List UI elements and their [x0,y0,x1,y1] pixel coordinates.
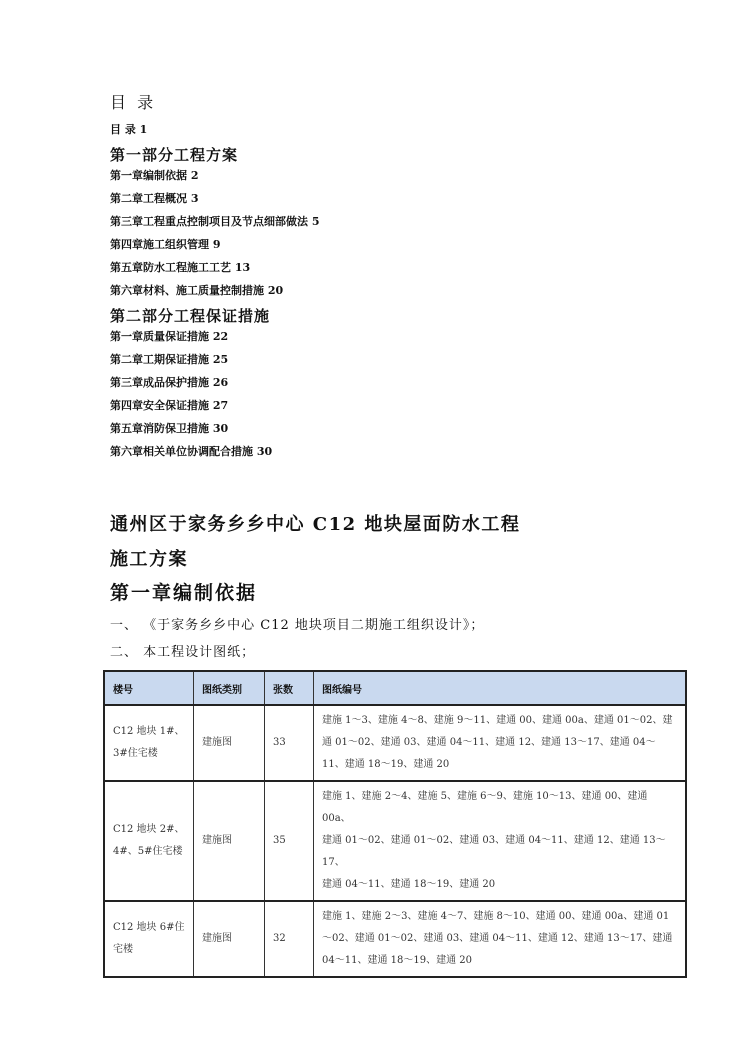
column-header-codes: 图纸编号 [314,671,687,705]
toc-entry[interactable]: 第五章防水工程施工工艺 13 [110,261,251,274]
toc-entry[interactable]: 第一章编制依据 2 [110,169,199,182]
document-subtitle: 施工方案 [110,549,188,570]
toc-entry[interactable]: 第二章工程概况 3 [110,192,199,205]
codes-text: 建施 1～3、建施 4～8、建施 9～11、建通 00、建通 00a、建通 01～02、建通 01～02、建通 03、建通 04～11、建通 12、建通 13～17、建通 04～11、建通 18～19、建通 20 [322,715,673,770]
toc-entry[interactable]: 第一部分工程方案 [110,146,239,164]
toc-entry[interactable]: 第一章质量保证措施 22 [110,330,229,343]
toc-entry[interactable]: 第六章材料、施工质量控制措施 20 [110,284,284,297]
toc-entry[interactable]: 第四章施工组织管理 9 [110,238,221,251]
column-header-building: 楼号 [104,671,194,705]
table-row [104,781,686,901]
toc-title: 目 录 [110,93,157,112]
cell-category: 建施图 [194,901,265,977]
toc-entry[interactable]: 第三章工程重点控制项目及节点细部做法 5 [110,215,320,228]
toc-entry[interactable]: 第二章工期保证措施 25 [110,353,229,366]
table-row [104,705,686,781]
chapter-heading: 第一章编制依据 [110,582,258,604]
toc-entry[interactable]: 第三章成品保护措施 26 [110,376,229,389]
basis-item: 二、 本工程设计图纸； [110,645,256,660]
cell-count: 35 [265,781,314,901]
table-row [104,901,686,977]
document-title: 通州区于家务乡乡中心 C12 地块屋面防水工程 [110,514,521,535]
codes-text: 建通 01～02、建通 01～02、建通 03、建通 04～11、建通 12、建通 13～17、 [322,835,666,868]
codes-text: 建施 1、建施 2～3、建施 4～7、建施 8～10、建通 00、建通 00a、建通 01～02、建通 01～02、建通 03、建通 04～11、建通 12、建通 13～17、建通 04～11、建通 18～19、建通 20 [322,911,673,966]
codes-text: 建通 04～11、建通 18～19、建通 20 [322,879,496,890]
column-header-category: 图纸类别 [194,671,265,705]
basis-item: 一、 《于家务乡乡中心 C12 地块项目二期施工组织设计》； [110,618,485,633]
drawings-table [103,670,687,978]
cell-count: 33 [265,705,314,781]
cell-building: C12 地块 2#、4#、5#住宅楼 [104,781,194,901]
table-of-contents [110,122,319,467]
toc-entry[interactable]: 第二部分工程保证措施 [110,307,271,325]
toc-entry[interactable]: 第六章相关单位协调配合措施 30 [110,445,273,458]
cell-building: C12 地块 6#住宅楼 [104,901,194,977]
column-header-count: 张数 [265,671,314,705]
cell-codes [314,901,687,977]
toc-entry[interactable]: 目 录 1 [110,123,148,136]
table-header-row [104,671,686,705]
cell-category: 建施图 [194,705,265,781]
codes-text: 建施 1、建施 2～4、建施 5、建施 6～9、建施 10～13、建通 00、建通 00a、 [322,791,648,824]
toc-entry[interactable]: 第四章安全保证措施 27 [110,399,229,412]
cell-category: 建施图 [194,781,265,901]
cell-codes [314,705,687,781]
cell-count: 32 [265,901,314,977]
cell-codes [314,781,687,901]
toc-entry[interactable]: 第五章消防保卫措施 30 [110,422,229,435]
cell-building: C12 地块 1#、3#住宅楼 [104,705,194,781]
